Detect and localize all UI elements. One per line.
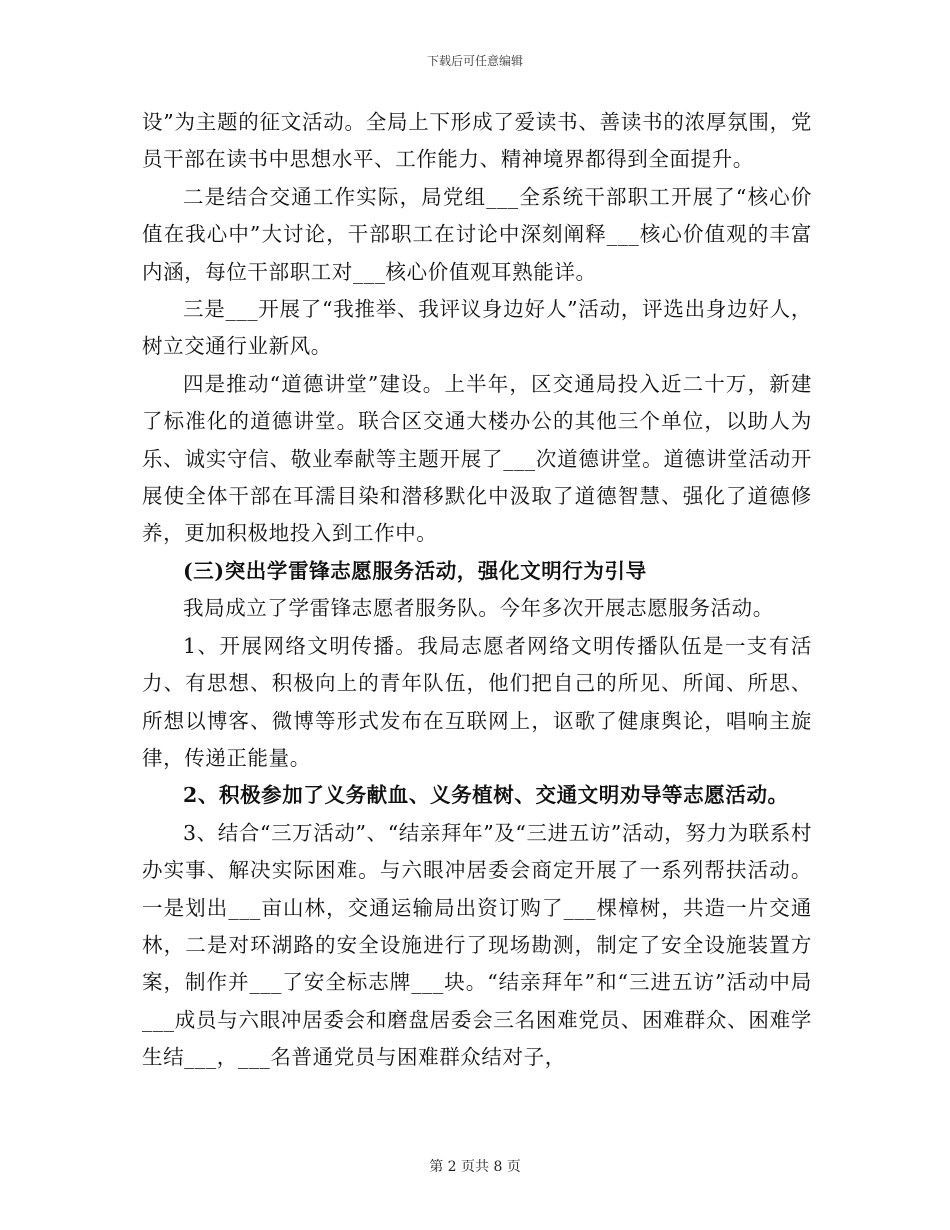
paragraph-5: 我局成立了学雷锋志愿者服务队。今年多次开展志愿服务活动。 [183,596,774,621]
section-heading: (三)突出学雷锋志愿服务活动，强化文明行为引导 [183,558,647,583]
paragraph-6: 1、开展网络文明传播。我局志愿者网络文明传播队伍是一支有活力、有思想、积极向上的青年队伍，他们把自己的所见、所闻、所思、所想以博客、微博等形式发布在互联网上，讴歌了健康舆论，唱响主旋律，传递正能量。 [142,633,812,770]
page-footer: 第 2 页共 8 页 [429,1159,521,1175]
paragraph-3: 三是___开展了“我推举、我评议身边好人”活动，评选出身边好人，树立交通行业新风。 [142,297,812,359]
page-header: 下载后可任意编辑 [426,54,523,68]
document-body [142,104,812,1077]
paragraph-7-bold: 2、积极参加了义务献血、义务植树、交通文明劝导等志愿活动。 [183,783,789,808]
paragraph-1: 设”为主题的征文活动。全局上下形成了爱读书、善读书的浓厚氛围，党员干部在读书中思想水平、工作能力、精神境界都得到全面提升。 [142,110,812,172]
paragraph-4: 四是推动“道德讲堂”建设。上半年，区交通局投入近二十万，新建了标准化的道德讲堂。联合区交通大楼办公的其他三个单位，以助人为乐、诚实守信、敬业奉献等主题开展了___次道德讲堂。道德讲堂活动开展使全体干部在耳濡目染和潜移默化中汲取了道德智慧、强化了道德修养，更加积极地投入到工作中。 [142,371,812,546]
paragraph-8: 3、结合“三万活动”、“结亲拜年”及“三进五访”活动，努力为联系村办实事、解决实际困难。与六眼冲居委会商定开展了一系列帮扶活动。一是划出___亩山林，交通运输局出资订购了___棵樟树，共造一片交通林，二是对环湖路的安全设施进行了现场勘测，制定了安全设施装置方案，制作并___了安全标志牌___块。“结亲拜年”和“三进五访”活动中局___成员与六眼冲居委会和磨盘居委会三名困难党员、困难群众、困难学生结___，___名普通党员与困难群众结对子， [142,820,812,1070]
paragraph-2: 二是结合交通工作实际，局党组___全系统干部职工开展了“核心价值在我心中”大讨论，干部职工在讨论中深刻阐释___核心价值观的丰富内涵，每位干部职工对___核心价值观耳熟能详。 [142,184,812,284]
